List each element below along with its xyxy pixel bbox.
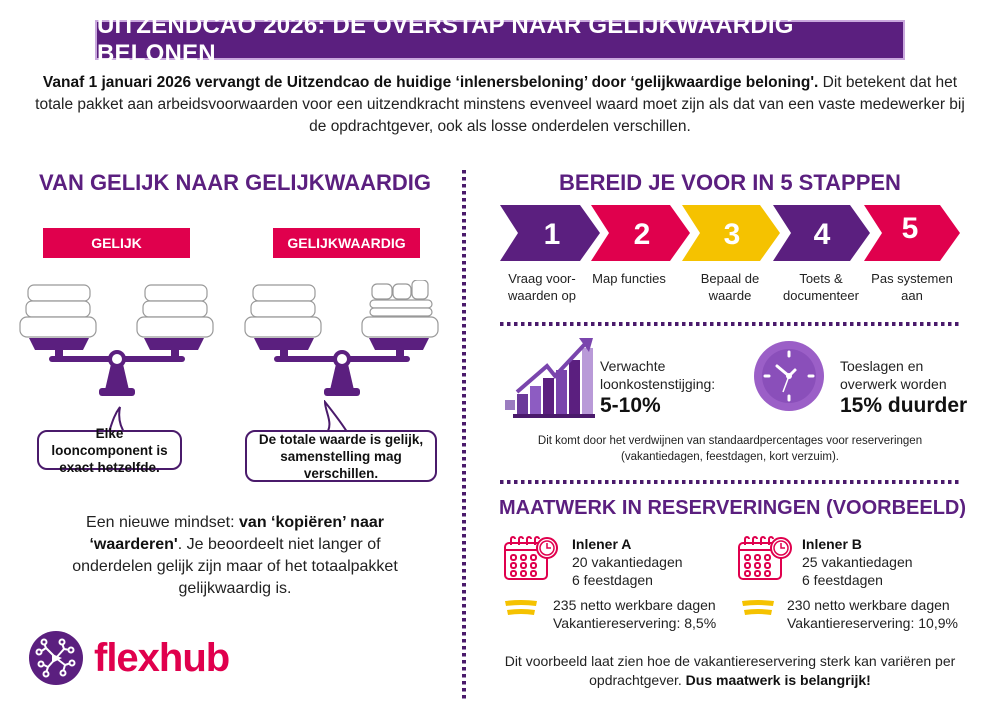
intro-bold: Vanaf 1 januari 2026 vervangt de Uitzendcao de huidige ‘inlenersbeloning’ door ‘gelijkwaardige beloning'. bbox=[42, 74, 819, 91]
intro-rest: Dit betekent dat het totale pakket aan arbeidsvoorwaarden voor een uitzendkracht minstens evenveel waard moet zijn als dat van een vaste medewerker bij de opdrachtgever, ook als losse onderdelen verschillen. bbox=[35, 74, 965, 135]
intro-paragraph bbox=[30, 72, 970, 138]
reserve-a bbox=[553, 596, 716, 632]
section-title-gelijk: VAN GELIJK NAAR GELIJKWAARDIG bbox=[39, 170, 431, 195]
equals-icon-a bbox=[503, 598, 539, 618]
mindset-bold: van ‘kopiëren’ naar ‘waarderen' bbox=[89, 514, 384, 553]
stat-toeslagen bbox=[840, 357, 980, 419]
divider-steps bbox=[500, 322, 962, 326]
stat-loonkosten-label: Verwachte loonkostenstijging: bbox=[600, 358, 716, 392]
vertical-divider bbox=[462, 170, 466, 700]
section-title-steps: BEREID JE VOOR IN 5 STAPPEN bbox=[559, 170, 901, 195]
step-label-1: Vraag voor-waarden op bbox=[508, 271, 576, 303]
inlener-a bbox=[572, 535, 683, 589]
calendar-clock-icon-b bbox=[737, 535, 793, 581]
step-label-3: Bepaal de waarde bbox=[700, 271, 760, 303]
scale-equivalent-icon bbox=[240, 280, 440, 400]
network-hub-icon bbox=[28, 630, 84, 686]
svg-text:4: 4 bbox=[813, 218, 831, 251]
section-title-maatwerk: MAATWERK IN RESERVERINGEN (VOORBEELD) bbox=[498, 497, 967, 519]
svg-text:3: 3 bbox=[723, 218, 741, 251]
page-title: UITZENDCAO 2026: DE OVERSTAP NAAR GELIJKWAARDIG BELONEN bbox=[97, 12, 794, 67]
growth-chart-icon bbox=[505, 338, 597, 420]
inlener-a-vakantie: 20 vakantiedagen bbox=[572, 554, 683, 570]
tag-gelijkwaardig: GELIJKWAARDIG bbox=[273, 228, 420, 258]
step-label-2: Map functies bbox=[592, 271, 666, 286]
steps-chevrons bbox=[500, 205, 960, 261]
step-label-5: Pas systemen aan bbox=[871, 271, 953, 303]
speech-bubble-gelijkwaardig: De totale waarde is gelijk, samenstelling mag verschillen. bbox=[245, 430, 437, 482]
stat-toeslagen-label: Toeslagen en overwerk worden bbox=[840, 358, 947, 392]
inlener-b bbox=[802, 535, 913, 589]
stat-toeslagen-value: 15% duurder bbox=[840, 394, 968, 417]
closing-text: Dit voorbeeld laat zien hoe de vakantiereservering sterk kan variëren per opdrachtgever. Dus maatwerk is belangrijk! bbox=[504, 653, 956, 688]
svg-text:5: 5 bbox=[901, 212, 919, 245]
stats-note: Dit komt door het verdwijnen van standaardpercentages voor reserveringen (vakantiedagen, feestdagen, kort verzuim). bbox=[537, 435, 923, 463]
closing-bold: Dus maatwerk is belangrijk! bbox=[685, 672, 871, 688]
reserve-a-netto: 235 netto werkbare dagen bbox=[553, 597, 716, 613]
title-banner bbox=[95, 12, 905, 67]
tag-gelijk: GELIJK bbox=[43, 228, 190, 258]
svg-text:2: 2 bbox=[633, 218, 651, 251]
inlener-b-name: Inlener B bbox=[802, 536, 862, 552]
reserve-a-percentage: Vakantiereservering: 8,5% bbox=[553, 615, 717, 631]
flexhub-logo bbox=[28, 630, 229, 686]
logo-text: flexhub bbox=[94, 635, 230, 680]
mindset-text: Een nieuwe mindset: van ‘kopiëren’ naar ‘waarderen'. Je beoordeelt niet langer of onderdelen gelijk zijn maar of het totaalpakket gelijkwaardig is. bbox=[72, 514, 398, 597]
equals-icon-b bbox=[740, 598, 776, 618]
stat-loonkosten-value: 5-10% bbox=[600, 394, 661, 417]
clock-icon bbox=[753, 340, 825, 412]
scale-equal-icon bbox=[15, 280, 215, 400]
inlener-b-vakantie: 25 vakantiedagen bbox=[802, 554, 913, 570]
inlener-b-feest: 6 feestdagen bbox=[802, 572, 883, 588]
step-label-4: Toets & documenteer bbox=[783, 271, 859, 303]
inlener-a-name: Inlener A bbox=[572, 536, 632, 552]
stat-loonkosten bbox=[600, 357, 730, 419]
inlener-a-feest: 6 feestdagen bbox=[572, 572, 653, 588]
speech-bubble-gelijk: Elke looncomponent is exact hetzelfde. bbox=[37, 430, 182, 470]
reserve-b-netto: 230 netto werkbare dagen bbox=[787, 597, 950, 613]
reserve-b-percentage: Vakantiereservering: 10,9% bbox=[787, 615, 958, 631]
reserve-b bbox=[787, 596, 958, 632]
calendar-clock-icon-a bbox=[503, 535, 559, 581]
divider-stats bbox=[500, 480, 962, 484]
svg-text:1: 1 bbox=[543, 218, 561, 251]
